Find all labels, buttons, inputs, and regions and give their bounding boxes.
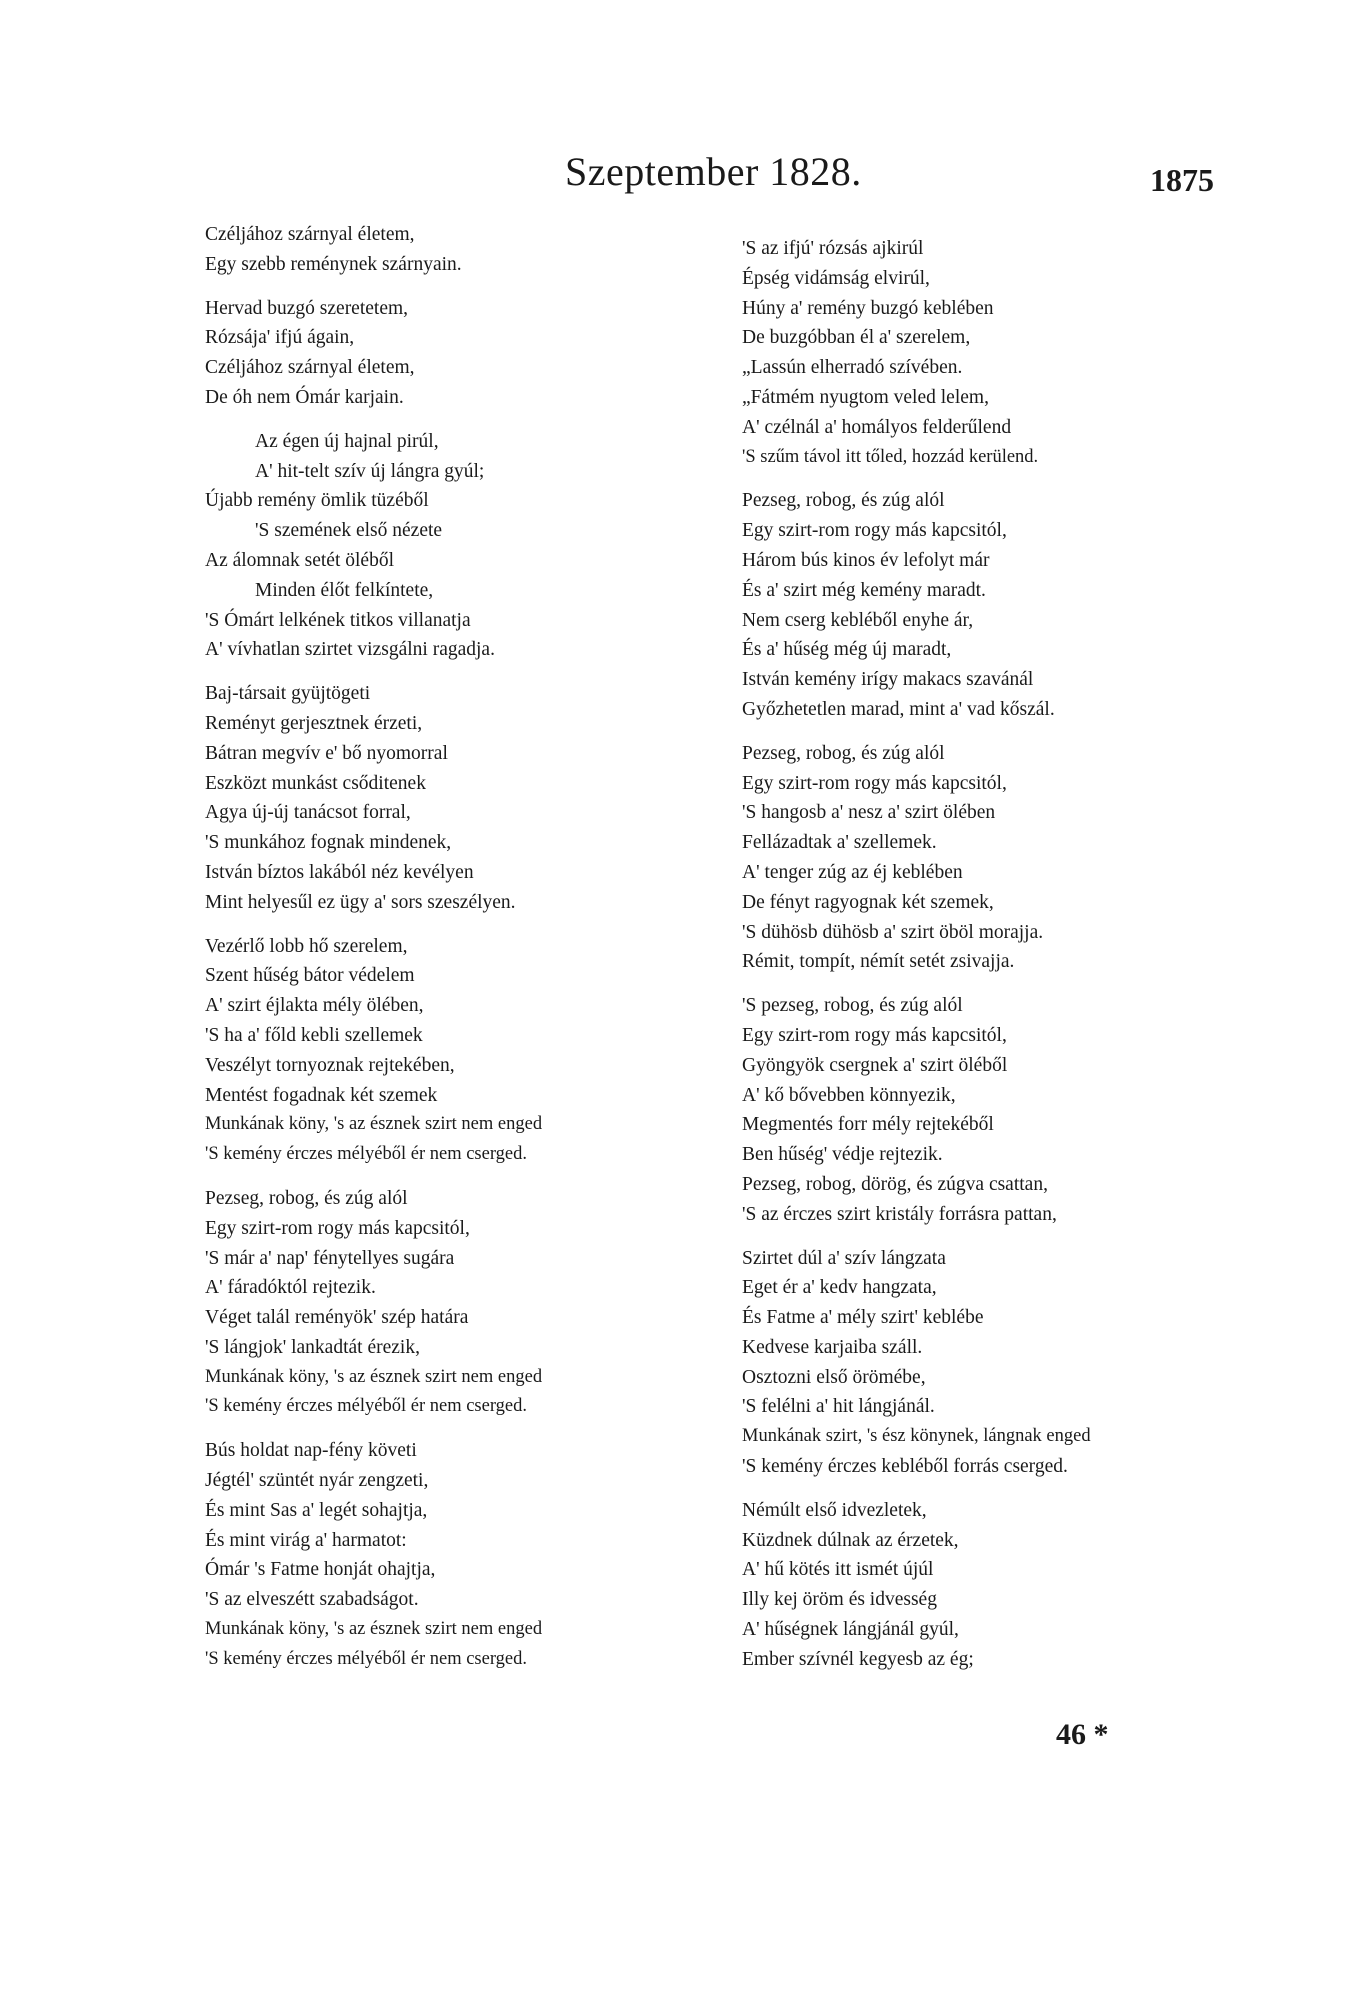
verse-line: Egy szirt-rom rogy más kapcsitól,	[742, 772, 1007, 794]
verse-line: Ember szívnél kegyesb az ég;	[742, 1648, 974, 1670]
verse-line: Agya új-új tanácsot forral,	[205, 802, 411, 824]
verse-line: Egy szirt-rom rogy más kapcsitól,	[205, 1217, 470, 1239]
verse-line: Munkának köny, 's az észnek szirt nem enged	[205, 1114, 543, 1135]
verse-line: És a' hűség még új maradt,	[742, 639, 952, 661]
verse-line: 'S az elveszétt szabadságot.	[205, 1589, 419, 1611]
verse-line: A' czélnál a' homályos felderűlend	[742, 416, 1012, 438]
verse-line: Baj-társait gyüjtögeti	[205, 683, 371, 705]
verse-line: Egy szirt-rom rogy más kapcsitól,	[742, 1024, 1007, 1046]
verse-line: A' vívhatlan szirtet vizsgálni ragadja.	[205, 639, 495, 661]
verse-line: Czéljához szárnyal életem,	[205, 224, 415, 245]
verse-line: De fényt ragyognak két szemek,	[742, 891, 994, 913]
verse-line: Épség vidámság elvirúl,	[742, 267, 930, 289]
verse-line: Győzhetetlen marad, mint a' vad kőszál.	[742, 698, 1055, 720]
stanza	[205, 1184, 725, 1422]
verse-line: Rémit, tompít, némít setét zsivajja.	[742, 951, 1015, 973]
verse-line: Eszközt munkást csőditenek	[205, 772, 426, 794]
verse-line: Újabb remény ömlik tüzéből	[205, 490, 429, 512]
verse-line: 'S kemény érczes kebléből forrás cserged.	[742, 1456, 1068, 1478]
verse-line: Az álomnak setét öléből	[205, 549, 394, 571]
verse-line: Fellázadtak a' szellemek.	[742, 832, 937, 854]
verse-line: Ben hűség' védje rejtezik.	[742, 1144, 943, 1166]
verse-line: Czéljához szárnyal életem,	[205, 357, 415, 379]
verse-line: Hervad buzgó szeretetem,	[205, 297, 409, 319]
verse-line: Minden élőt felkíntete,	[255, 579, 434, 601]
stanza	[742, 486, 1262, 724]
verse-line: Eget ér a' kedv hangzata,	[742, 1277, 937, 1299]
verse-line: 'S Ómárt lelkének titkos villanatja	[205, 609, 471, 631]
verse-line: A' fáradóktól rejtezik.	[205, 1277, 376, 1299]
stanza	[742, 1496, 1262, 1675]
verse-line: Az égen új hajnal pirúl,	[255, 430, 439, 452]
verse-line: 'S az ifjú' rózsás ajkirúl	[742, 238, 924, 259]
stanza	[205, 932, 725, 1170]
verse-line: Pezseg, robog, dörög, és zúgva csattan,	[742, 1173, 1048, 1195]
stanza	[742, 739, 1262, 977]
verse-line: Munkának szirt, 's ész könynek, lángnak enged	[742, 1426, 1091, 1447]
verse-line: Mint helyesűl ez ügy a' sors szeszélyen.	[205, 891, 516, 913]
verse-line: A' hűségnek lángjánál gyúl,	[742, 1619, 959, 1641]
verse-line: Húny a' remény buzgó keblében	[742, 297, 994, 319]
left-poem-column	[205, 220, 725, 1689]
verse-line: 'S kemény érczes mélyéből ér nem cserged.	[205, 1144, 527, 1165]
verse-line: 'S munkához fognak mindenek,	[205, 832, 452, 854]
verse-line: Reményt gerjesztnek érzeti,	[205, 712, 423, 734]
verse-line: 'S hangosb a' nesz a' szirt ölében	[742, 802, 996, 824]
verse-line: De óh nem Ómár karjain.	[205, 386, 404, 408]
verse-line: 'S szemének első nézete	[255, 520, 443, 542]
verse-line: Egy szebb reménynek szárnyain.	[205, 253, 462, 275]
signature-mark: 46 *	[1056, 1718, 1109, 1751]
verse-line: Vezérlő lobb hő szerelem,	[205, 935, 408, 957]
verse-line: A' kő bővebben könnyezik,	[742, 1084, 956, 1106]
stanza	[205, 427, 725, 665]
verse-line: A' szirt éjlakta mély ölében,	[205, 995, 424, 1017]
verse-line: Némúlt első idvezletek,	[742, 1499, 927, 1521]
verse-line: Nem cserg kebléből enyhe ár,	[742, 609, 974, 631]
verse-line: Veszélyt tornyoznak rejtekében,	[205, 1054, 455, 1076]
verse-line: Munkának köny, 's az észnek szirt nem enged	[205, 1619, 543, 1640]
right-poem-column	[742, 234, 1262, 1689]
stanza	[205, 1436, 725, 1674]
verse-line: István kemény irígy makacs szavánál	[742, 669, 1034, 691]
verse-line: 'S kemény érczes mélyéből ér nem cserged.	[205, 1396, 527, 1417]
verse-line: És a' szirt még kemény maradt.	[742, 579, 986, 601]
stanza	[205, 294, 725, 413]
verse-line: Küzdnek dúlnak az érzetek,	[742, 1529, 959, 1551]
verse-line: Egy szirt-rom rogy más kapcsitól,	[742, 520, 1007, 542]
page-header-title: Szeptember 1828.	[565, 149, 862, 194]
verse-line: A' hű kötés itt ismét újúl	[742, 1559, 934, 1581]
stanza	[742, 1244, 1262, 1482]
verse-line: Pezseg, robog, és zúg alól	[205, 1187, 408, 1209]
verse-line: A' hit-telt szív új lángra gyúl;	[255, 460, 485, 482]
verse-line: 'S már a' nap' fénytellyes sugára	[205, 1247, 455, 1269]
verse-line: Pezseg, robog, és zúg alól	[742, 490, 945, 512]
verse-line: Véget talál reményök' szép határa	[205, 1307, 469, 1329]
verse-line: Jégtél' szüntét nyár zengzeti,	[205, 1470, 429, 1492]
verse-line: Munkának köny, 's az észnek szirt nem enged	[205, 1366, 543, 1387]
verse-line: 'S az érczes szirt kristály forrásra pattan,	[742, 1203, 1057, 1225]
verse-line: Rózsája' ifjú ágain,	[205, 327, 355, 349]
verse-line: 'S kemény érczes mélyéből ér nem cserged.	[205, 1648, 527, 1669]
verse-line: Ómár 's Fatme honját ohajtja,	[205, 1559, 436, 1581]
verse-line: Illy kej öröm és idvesség	[742, 1589, 937, 1611]
verse-line: Megmentés forr mély rejtekéből	[742, 1114, 994, 1136]
verse-line: 'S dühösb dühösb a' szirt öböl morajja.	[742, 921, 1044, 943]
verse-line: És mint Sas a' legét sohajtja,	[205, 1499, 428, 1521]
verse-line: 'S ha a' főld kebli szellemek	[205, 1024, 423, 1046]
verse-line: Kedvese karjaiba száll.	[742, 1336, 923, 1358]
verse-line: És mint virág a' harmatot:	[205, 1529, 407, 1551]
verse-line: Három bús kinos év lefolyt már	[742, 549, 990, 571]
verse-line: Szirtet dúl a' szív lángzata	[742, 1247, 946, 1269]
verse-line: 'S lángjok' lankadtát érezik,	[205, 1336, 420, 1358]
verse-line: Szent hűség bátor védelem	[205, 965, 415, 987]
verse-line: És Fatme a' mély szirt' keblébe	[742, 1307, 984, 1329]
verse-line: „Lassún elherradó szívében.	[742, 357, 963, 379]
verse-line: 'S felélni a' hit lángjánál.	[742, 1396, 935, 1418]
verse-line: Bátran megvív e' bő nyomorral	[205, 742, 448, 764]
stanza	[205, 679, 725, 917]
stanza	[742, 991, 1262, 1229]
verse-line: Mentést fogadnak két szemek	[205, 1084, 438, 1106]
stanza	[742, 234, 1262, 472]
verse-line: 'S pezseg, robog, és zúg alól	[742, 995, 963, 1017]
verse-line: Gyöngyök csergnek a' szirt öléből	[742, 1054, 1008, 1076]
verse-line: De buzgóbban él a' szerelem,	[742, 327, 971, 349]
verse-line: Pezseg, robog, és zúg alól	[742, 742, 945, 764]
verse-line: István bíztos lakából néz kevélyen	[205, 861, 474, 883]
verse-line: Bús holdat nap-fény követi	[205, 1440, 417, 1462]
stanza	[205, 220, 725, 280]
verse-line: A' tenger zúg az éj keblében	[742, 861, 963, 883]
verse-line: „Fátmém nyugtom veled lelem,	[742, 386, 989, 408]
page-number: 1875	[1150, 162, 1214, 198]
verse-line: 'S szűm távol itt tőled, hozzád kerülend.	[742, 446, 1039, 467]
verse-line: Osztozni első örömébe,	[742, 1366, 926, 1388]
